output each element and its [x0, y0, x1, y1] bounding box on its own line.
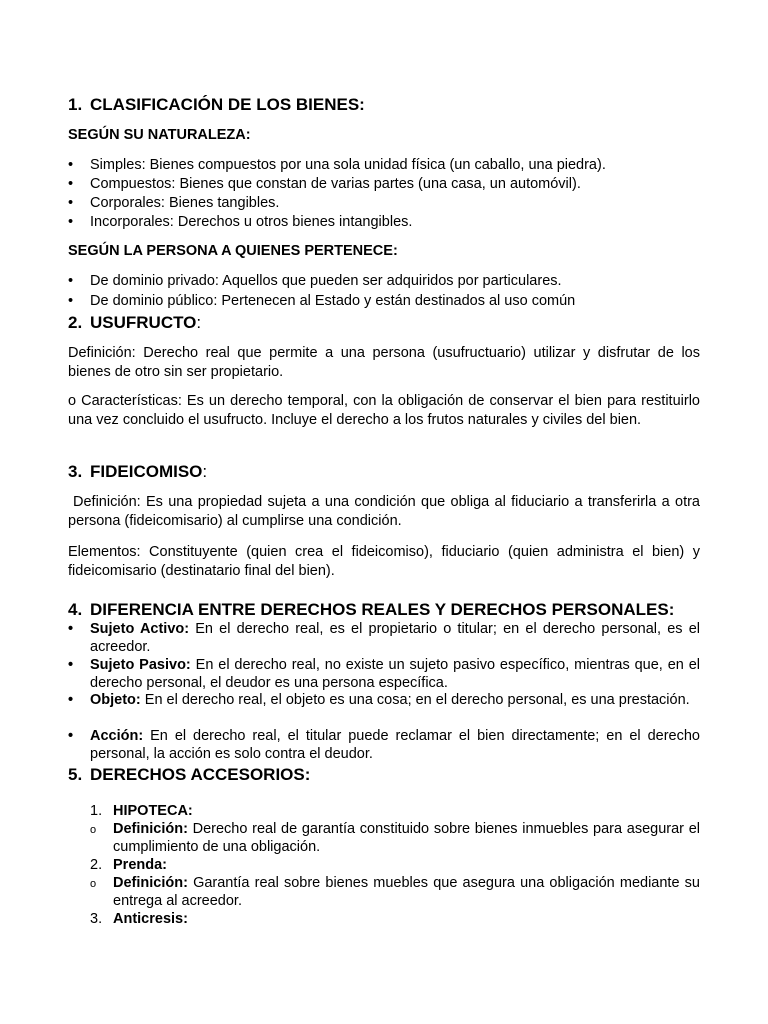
bullet: •	[68, 176, 74, 192]
heading-fideicomiso: 3. FIDEICOMISO:	[68, 462, 208, 481]
paragraph-elementos: Elementos: Constituyente (quien crea el fideicomiso), fiduciario (quien administra el bien) y fideicomisario (destinatario final del bien).	[68, 544, 700, 579]
sub-list-item: o Definición: Garantía real sobre bienes muebles que asegura una obligación mediante su entrega al acreedor.	[90, 875, 700, 909]
list-item: • Sujeto Activo: En el derecho real, es el propietario o titular; en el derecho personal, es el acreedor.	[68, 621, 700, 655]
heading-number: 2.	[68, 313, 83, 332]
heading-text: DIFERENCIA ENTRE DERECHOS REALES Y DERECHOS PERSONALES:	[90, 600, 675, 619]
bullet: •	[68, 692, 74, 708]
list-item: • Acción: En el derecho real, el titular puede reclamar el bien directamente; en el derecho personal, la acción es solo contra el deudor.	[68, 728, 700, 762]
subheading-persona: SEGÚN LA PERSONA A QUIENES PERTENECE:	[68, 243, 398, 259]
sub-bullet: o	[90, 878, 97, 890]
bullet: •	[68, 214, 74, 230]
bullet: •	[68, 273, 74, 289]
bullet: •	[68, 195, 74, 211]
sub-list-item: o Definición: Derecho real de garantía constituido sobre bienes inmuebles para asegurar el cumplimiento de una obligación.	[90, 821, 700, 855]
list-item: • Objeto: En el derecho real, el objeto es una cosa; en el derecho personal, es una prestación.	[68, 692, 690, 708]
list-item: • Sujeto Pasivo: En el derecho real, no existe un sujeto pasivo específico, mientras que, en el derecho personal, el deudor es una persona específica.	[68, 657, 700, 691]
heading-clasificacion	[68, 95, 365, 115]
sub-bullet: o	[90, 824, 97, 836]
heading-text: DERECHOS ACCESORIOS:	[90, 765, 311, 784]
bullet: •	[68, 157, 74, 173]
bullet: •	[68, 728, 74, 744]
bullet: •	[68, 657, 74, 673]
paragraph-definicion: Definición: Es una propiedad sujeta a una condición que obliga al fiduciario a transferirla a otra persona (fideicomisario) al cumplirse una condición.	[68, 494, 700, 529]
heading-number: 4.	[68, 600, 83, 619]
heading-text: USUFRUCTO	[90, 313, 197, 332]
bullet: •	[68, 293, 74, 309]
heading-diferencia	[68, 600, 674, 620]
heading-derechos-accesorios	[68, 765, 310, 785]
heading-text: FIDEICOMISO	[90, 462, 203, 481]
heading-number: 5.	[68, 765, 83, 784]
heading-text: CLASIFICACIÓN DE LOS BIENES:	[90, 95, 365, 114]
subheading-naturaleza: SEGÚN SU NATURALEZA:	[68, 127, 251, 143]
heading-number: 1.	[68, 95, 83, 114]
heading-number: 3.	[68, 462, 83, 481]
document-page: 1. CLASIFICACIÓN DE LOS BIENES: SEGÚN SU NATURALEZA: • Simples: Bienes compuestos por una sola unidad física (un caballo, una piedra). • Compuestos: Bienes que constan de varias partes (una casa, un automóvil). • Corporales: Bienes tangibles. • Incorporales: Derechos u otros bienes intangibles. SEGÚN LA PERSONA A QUIENES PERTENECE: • De dominio privado: Aquellos que pueden ser adquiridos por particulares. • De dominio público: Pertenecen al Estado y están destinados al uso común 2. USUFRUCTO: Definición: Derecho real que permite a una persona (usufructuario) utilizar y disfrutar de los bienes de otro sin ser propietario. o Características: Es un derecho temporal, con la obligación de conservar el bien para restituirlo una vez concluido el usufructo. Incluye el derecho a los frutos naturales y civiles del bien. 3. FIDEICOMISO: Definición: Es una propiedad sujeta a una condición que obliga al fiduciario a transferirla a otra persona (fideicomisario) al cumplirse una condición. Elementos: Constituyente (quien crea el fideicomiso), fiduciario (quien administra el bien) y fideicomisario (destinatario final del bien). 4. DIFERENCIA ENTRE DERECHOS REALES Y DERECHOS PERSONALES: • Sujeto Activo: En el derecho real, es el propietario o titular; en el derecho personal, es el acreedor. • Sujeto Pasivo: En el derecho real, no existe un sujeto pasivo específico, mientras que, en el derecho personal, el deudor es una persona específica. • Objeto: En el derecho real, el objeto es una cosa; en el derecho personal, es una prestación. • Acción: En el derecho real, el titular puede reclamar el bien directamente; en el derecho personal, la acción es solo contra el deudor. 5. DERECHOS ACCESORIOS: 1. HIPOTECA: o Definición: Derecho real de garantía constituido sobre bienes inmuebles para asegurar el cumplimiento de una obligación. 2. Prenda: o Definición: Garantía real sobre bienes muebles que asegura una obligación mediante su entrega al acreedor. 3. Anticresis:	[68, 95, 700, 927]
bullet: •	[68, 621, 74, 637]
heading-usufructo: 2. USUFRUCTO:	[68, 313, 202, 332]
paragraph-definicion: Definición: Derecho real que permite a una persona (usufructuario) utilizar y disfrutar de los bienes de otro sin ser propietario.	[68, 345, 700, 380]
paragraph-caracteristicas: o Características: Es un derecho temporal, con la obligación de conservar el bien para restituirlo una vez concluido el usufructo. Incluye el derecho a los frutos naturales y civiles del bien.	[68, 393, 700, 428]
